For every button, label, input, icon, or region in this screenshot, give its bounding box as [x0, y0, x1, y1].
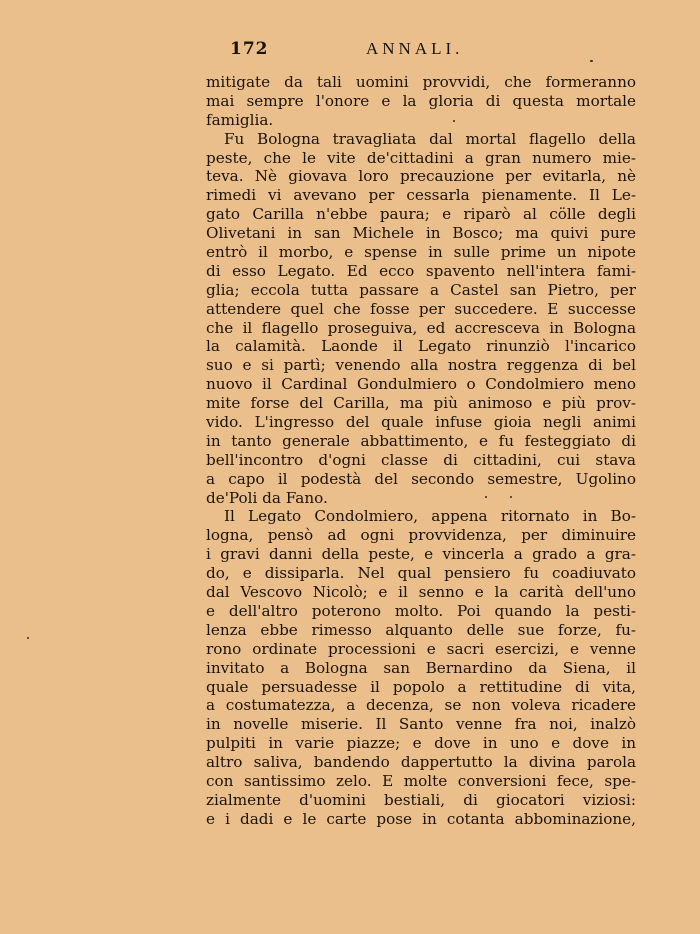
ink-speck [485, 496, 487, 498]
text-line: di esso Legato. Ed ecco spavento nell'intera fami- [206, 261, 636, 280]
text-line: e i dadi e le carte pose in cotanta abbominazione, [206, 809, 636, 828]
text-line: in tanto generale abbattimento, e fu festeggiato di [206, 431, 636, 450]
text-line: quale persuadesse il popolo a rettitudine di vita, [206, 677, 636, 696]
text-line: vido. L'ingresso del quale infuse gioia negli animi [206, 413, 636, 432]
page-number: 172 [230, 39, 269, 59]
text-line: lenza ebbe rimesso alquanto delle sue forze, fu- [206, 620, 636, 639]
text-line: do, e dissiparla. Nel qual pensiero fu coadiuvato [206, 564, 636, 583]
text-line: e dell'altro poterono molto. Poi quando la pesti- [206, 601, 636, 620]
text-line: Fu Bologna travagliata dal mortal flagello della [224, 129, 636, 148]
text-line: altro saliva, bandendo dappertutto la divina parola [206, 753, 636, 772]
text-line: i gravi danni della peste, e vincerla a grado a gra- [206, 545, 636, 564]
text-line: famiglia. [206, 110, 274, 129]
text-line: teva. Nè giovava loro precauzione per evitarla, nè [206, 167, 636, 186]
text-line: suo e si partì; venendo alla nostra reggenza di bel [206, 356, 636, 375]
text-line: che il flagello proseguiva, ed accresceva in Bologna [206, 318, 636, 337]
text-line: pulpiti in varie piazze; e dove in uno e dove in [206, 734, 636, 753]
text-line: nuovo il Cardinal Gondulmiero o Condolmiero meno [206, 375, 636, 394]
text-line: entrò il morbo, e spense in sulle prime un nipote [206, 243, 636, 262]
text-line: rimedi vi avevano per cessarla pienamente. Il Le- [206, 186, 636, 205]
text-line: Il Legato Condolmiero, appena ritornato in Bo- [224, 507, 636, 526]
text-line: a costumatezza, a decenza, se non voleva ricadere [206, 696, 636, 715]
text-line: zialmente d'uomini bestiali, di giocatori viziosi: [206, 790, 636, 809]
ink-speck [27, 637, 29, 639]
page-header [230, 38, 530, 60]
ink-speck [453, 120, 455, 122]
text-line: in novelle miserie. Il Santo venne fra noi, inalzò [206, 715, 636, 734]
text-line: peste, che le vite de'cittadini a gran numero mie- [206, 148, 636, 167]
text-line: invitato a Bologna san Bernardino da Siena, il [206, 658, 636, 677]
text-line: mitigate da tali uomini provvidi, che formeranno [206, 73, 636, 91]
running-head: ANNALI. [366, 39, 464, 58]
text-line: mai sempre l'onore e la gloria di questa mortale [206, 91, 636, 110]
text-line: a capo il podestà del secondo semestre, Ugolino [206, 469, 636, 488]
text-line: logna, pensò ad ogni provvidenza, per diminuire [206, 526, 636, 545]
text-line: dal Vescovo Nicolò; e il senno e la carità dell'uno [206, 583, 636, 602]
body-text [206, 73, 636, 829]
ink-speck [510, 496, 512, 498]
ink-speck [590, 60, 593, 62]
text-line: de'Poli da Fano. [206, 488, 328, 507]
text-line: mite forse del Carilla, ma più animoso e più prov- [206, 394, 636, 413]
text-line: Olivetani in san Michele in Bosco; ma quivi pure [206, 224, 636, 243]
text-line: attendere quel che fosse per succedere. E successe [206, 299, 636, 318]
text-line: bell'incontro d'ogni classe di cittadini, cui stava [206, 450, 636, 469]
text-line: la calamità. Laonde il Legato rinunziò l'incarico [206, 337, 636, 356]
text-line: con santissimo zelo. E molte conversioni fece, spe- [206, 771, 636, 790]
text-line: glia; eccola tutta passare a Castel san Pietro, per [206, 280, 636, 299]
text-line: rono ordinate processioni e sacri esercizi, e venne [206, 639, 636, 658]
text-line: gato Carilla n'ebbe paura; e riparò al cölle degli [206, 205, 636, 224]
